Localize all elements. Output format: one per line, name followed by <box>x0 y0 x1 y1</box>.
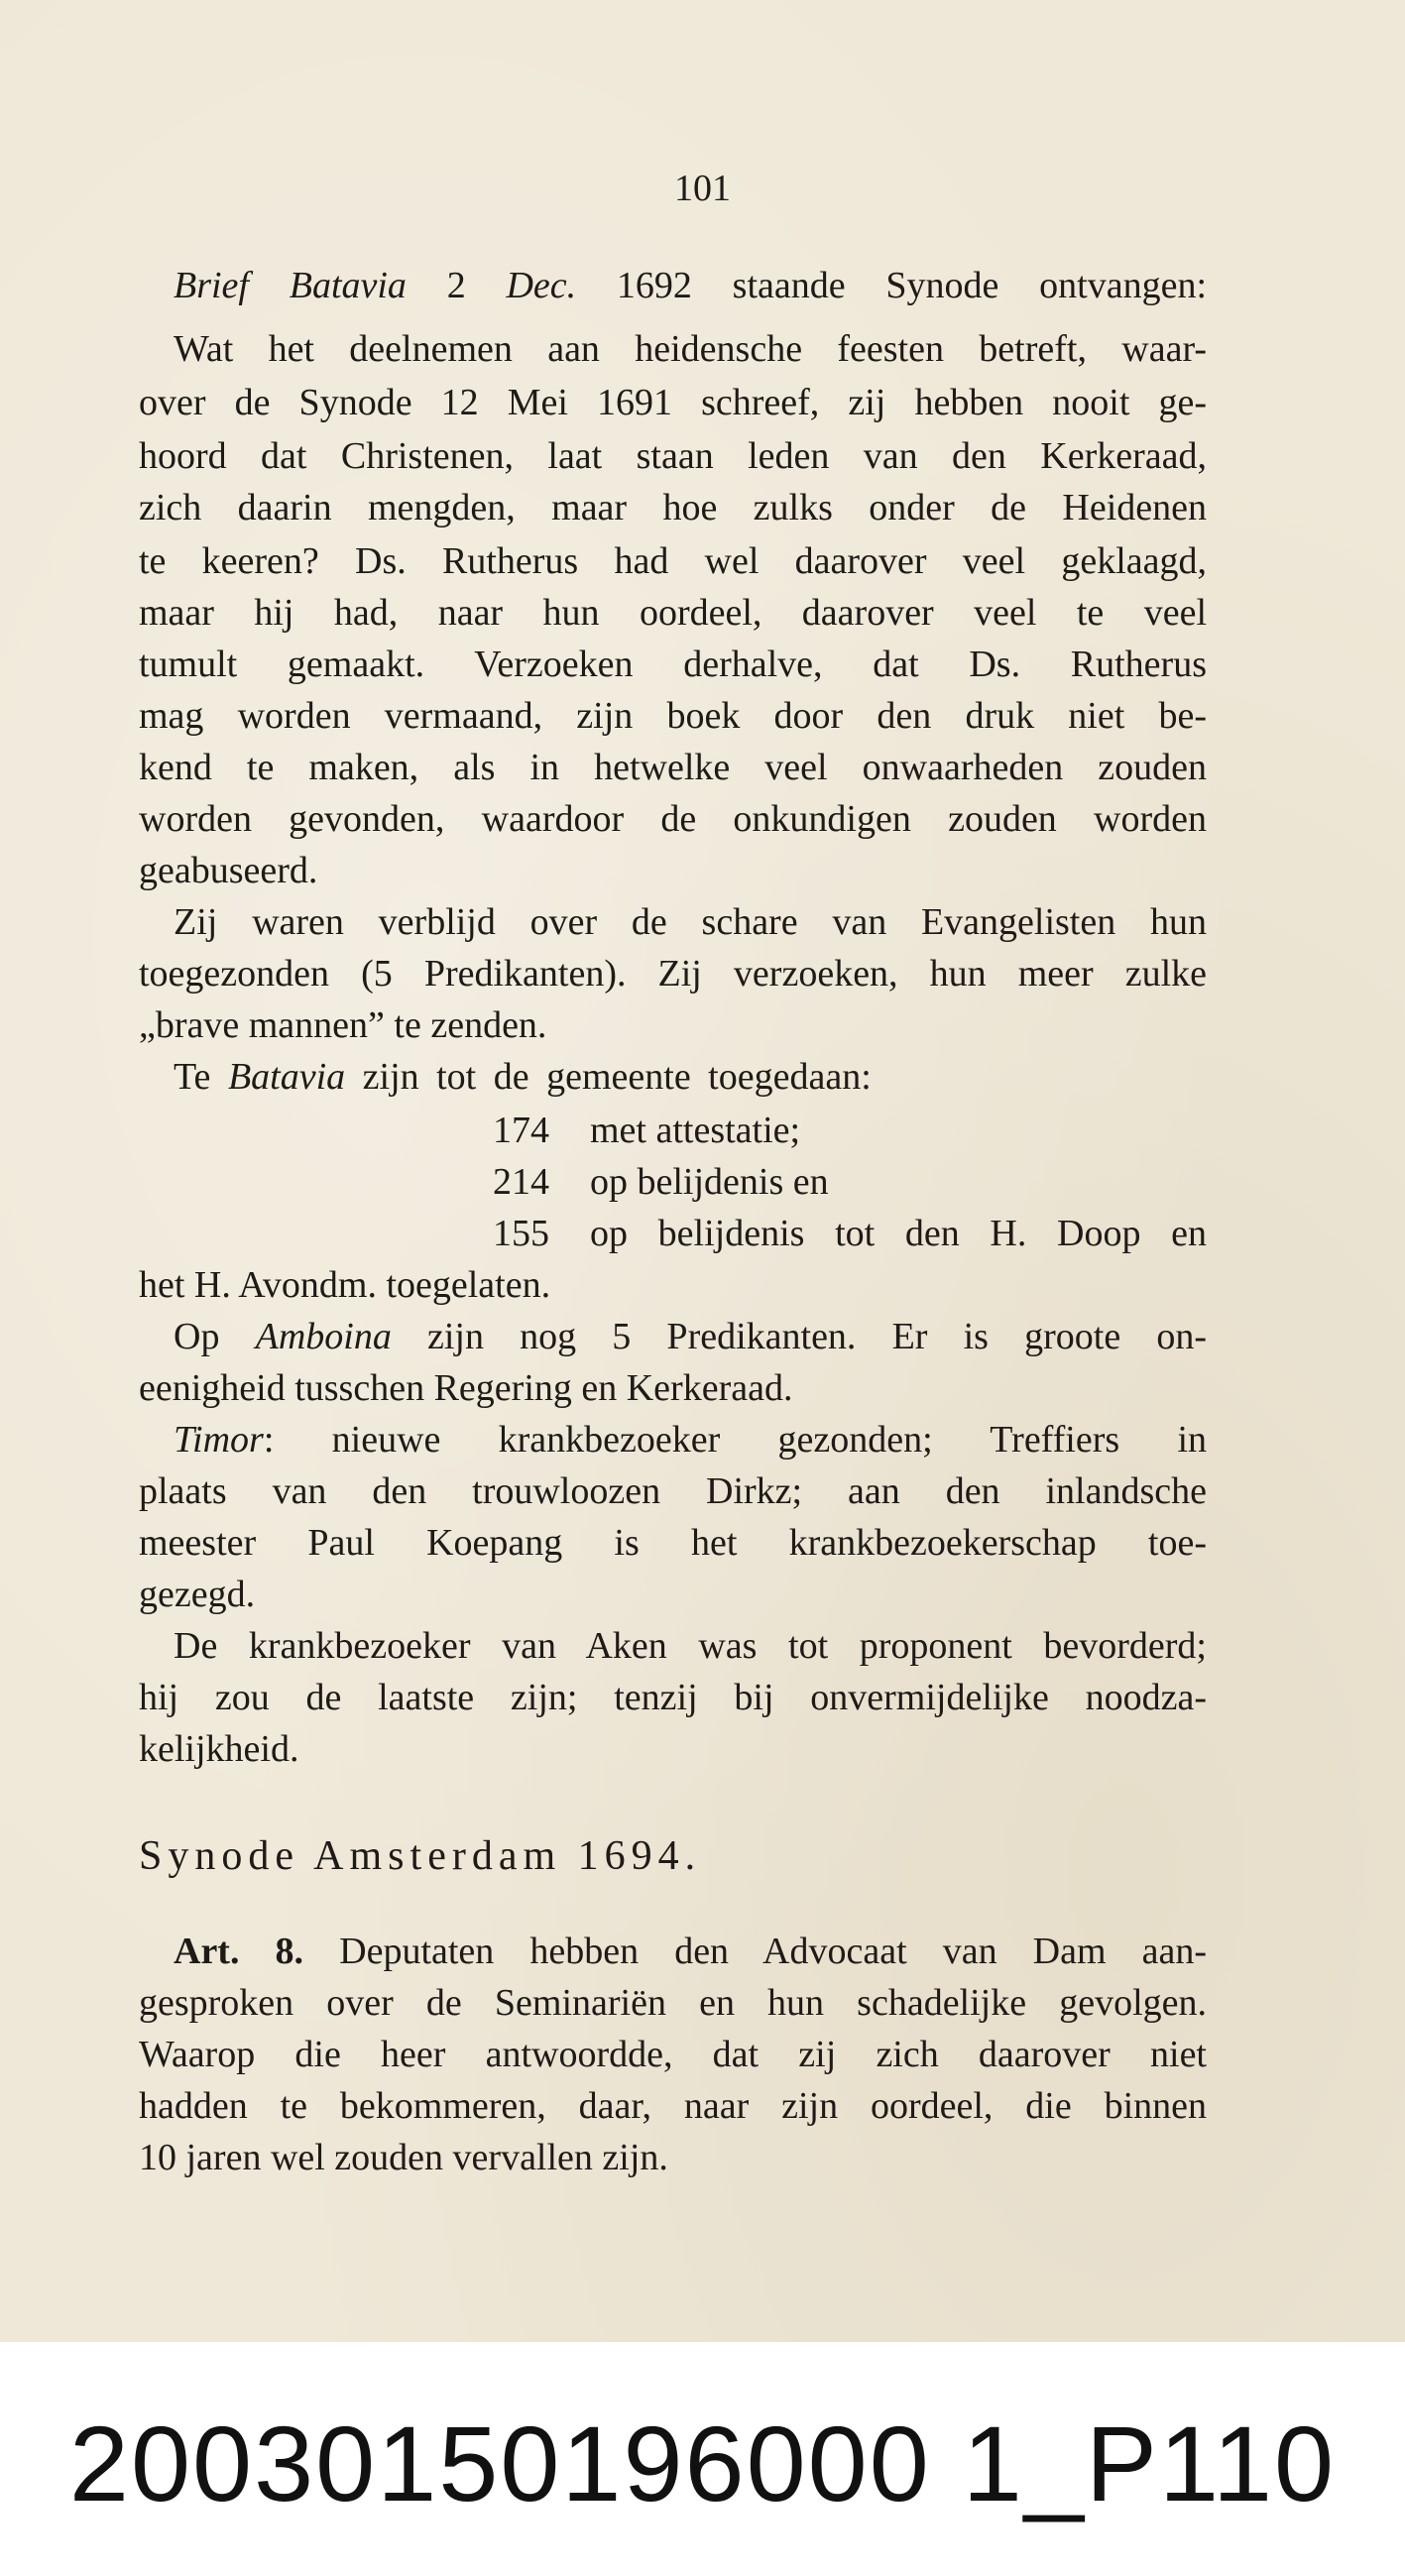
aken-line: kelijkheid. <box>139 1728 299 1770</box>
count-row <box>493 1105 800 1156</box>
article-label: Art. 8. <box>174 1931 304 1972</box>
paragraph2-line: Zij waren verblijd over de schare van Evangelisten hun <box>174 901 1207 943</box>
aken-line: hij zou de laatste zijn; tenzij bij onvermijdelijke noodza- <box>139 1677 1207 1718</box>
article-line <box>174 1926 1207 1977</box>
count-label: op belijdenis en <box>590 1161 829 1203</box>
page-number: 101 <box>674 168 731 209</box>
paragraph1-line: kend te maken, als in hetwelke veel onwaarheden zouden <box>139 747 1207 788</box>
batavia-tail: het H. Avondm. toegelaten. <box>139 1264 551 1306</box>
paragraph1-line: worden gevonden, waardoor de onkundigen zouden worden <box>139 798 1207 840</box>
count-number: 174 <box>493 1110 549 1151</box>
article-rest: Deputaten hebben den Advocaat van Dam aan- <box>339 1931 1207 1972</box>
batavia-intro-pre: Te <box>174 1056 211 1098</box>
amboina-pre: Op <box>174 1316 220 1357</box>
section-title: Synode Amsterdam 1694. <box>139 1833 702 1879</box>
timor-line: meester Paul Koepang is het krankbezoekerschap toe- <box>139 1522 1207 1564</box>
brief-place: Brief Batavia <box>174 265 407 306</box>
batavia-intro <box>174 1051 1207 1103</box>
aken-line: De krankbezoeker van Aken was tot proponent bevorderd; <box>174 1625 1207 1667</box>
timor-line: gezegd. <box>139 1574 256 1615</box>
amboina-line <box>174 1311 1207 1362</box>
scan-footer <box>0 2342 1405 2576</box>
article-line: hadden te bekommeren, daar, naar zijn oordeel, die binnen <box>139 2085 1207 2127</box>
paragraph2-line: „brave mannen” te zenden. <box>139 1004 547 1046</box>
paragraph1-line: tumult gemaakt. Verzoeken derhalve, dat Ds. Rutherus <box>139 644 1207 685</box>
article-line: gesproken over de Seminariën en hun schadelijke gevolgen. <box>139 1982 1207 2024</box>
paragraph2-line: toegezonden (5 Predikanten). Zij verzoeken, hun meer zulke <box>139 953 1207 995</box>
brief-rest: 1692 staande Synode ontvangen: <box>616 265 1207 306</box>
article-line: Waarop die heer antwoordde, dat zij zich daarover niet <box>139 2034 1207 2075</box>
amboina-rest: zijn nog 5 Predikanten. Er is groote on- <box>426 1316 1207 1357</box>
count-number: 214 <box>493 1161 549 1203</box>
amboina-place: Amboina <box>255 1316 392 1357</box>
paragraph1-line: over de Synode 12 Mei 1691 schreef, zij hebben nooit ge- <box>139 382 1207 423</box>
batavia-place: Batavia <box>227 1056 346 1098</box>
brief-month: Dec. <box>506 265 577 306</box>
paragraph1-line: te keeren? Ds. Rutherus had wel daarover veel geklaagd, <box>139 540 1207 582</box>
amboina-line: eenigheid tusschen Regering en Kerkeraad. <box>139 1367 793 1409</box>
paragraph1-line: Wat het deelnemen aan heidensche feesten betreft, waar- <box>174 328 1207 370</box>
count-row <box>493 1208 1207 1259</box>
scan-id: 20030150196000 1_P110 <box>68 2403 1337 2523</box>
brief-day: 2 <box>446 265 466 306</box>
timor-line <box>174 1414 1207 1465</box>
count-number: 155 <box>493 1213 549 1254</box>
timor-place: Timor <box>174 1419 264 1461</box>
article-line: 10 jaren wel zouden vervallen zijn. <box>139 2137 668 2178</box>
brief-heading <box>174 260 1207 311</box>
batavia-intro-post: zijn tot de gemeente toegedaan: <box>362 1056 872 1098</box>
paragraph1-line: maar hij had, naar hun oordeel, daarover veel te veel <box>139 592 1207 634</box>
count-label: met attestatie; <box>590 1110 801 1151</box>
timor-rest: : nieuwe krankbezoeker gezonden; Treffiers in <box>263 1419 1207 1461</box>
count-row <box>493 1156 829 1208</box>
timor-line: plaats van den trouwloozen Dirkz; aan den inlandsche <box>139 1470 1207 1512</box>
paragraph1-line: zich daarin mengden, maar hoe zulks onder de Heidenen <box>139 487 1207 528</box>
paragraph1-line: hoord dat Christenen, laat staan leden van den Kerkeraad, <box>139 435 1207 477</box>
count-label: op belijdenis tot den H. Doop en <box>590 1213 1207 1254</box>
paragraph1-line: geabuseerd. <box>139 850 318 891</box>
paragraph1-line: mag worden vermaand, zijn boek door den druk niet be- <box>139 695 1207 737</box>
